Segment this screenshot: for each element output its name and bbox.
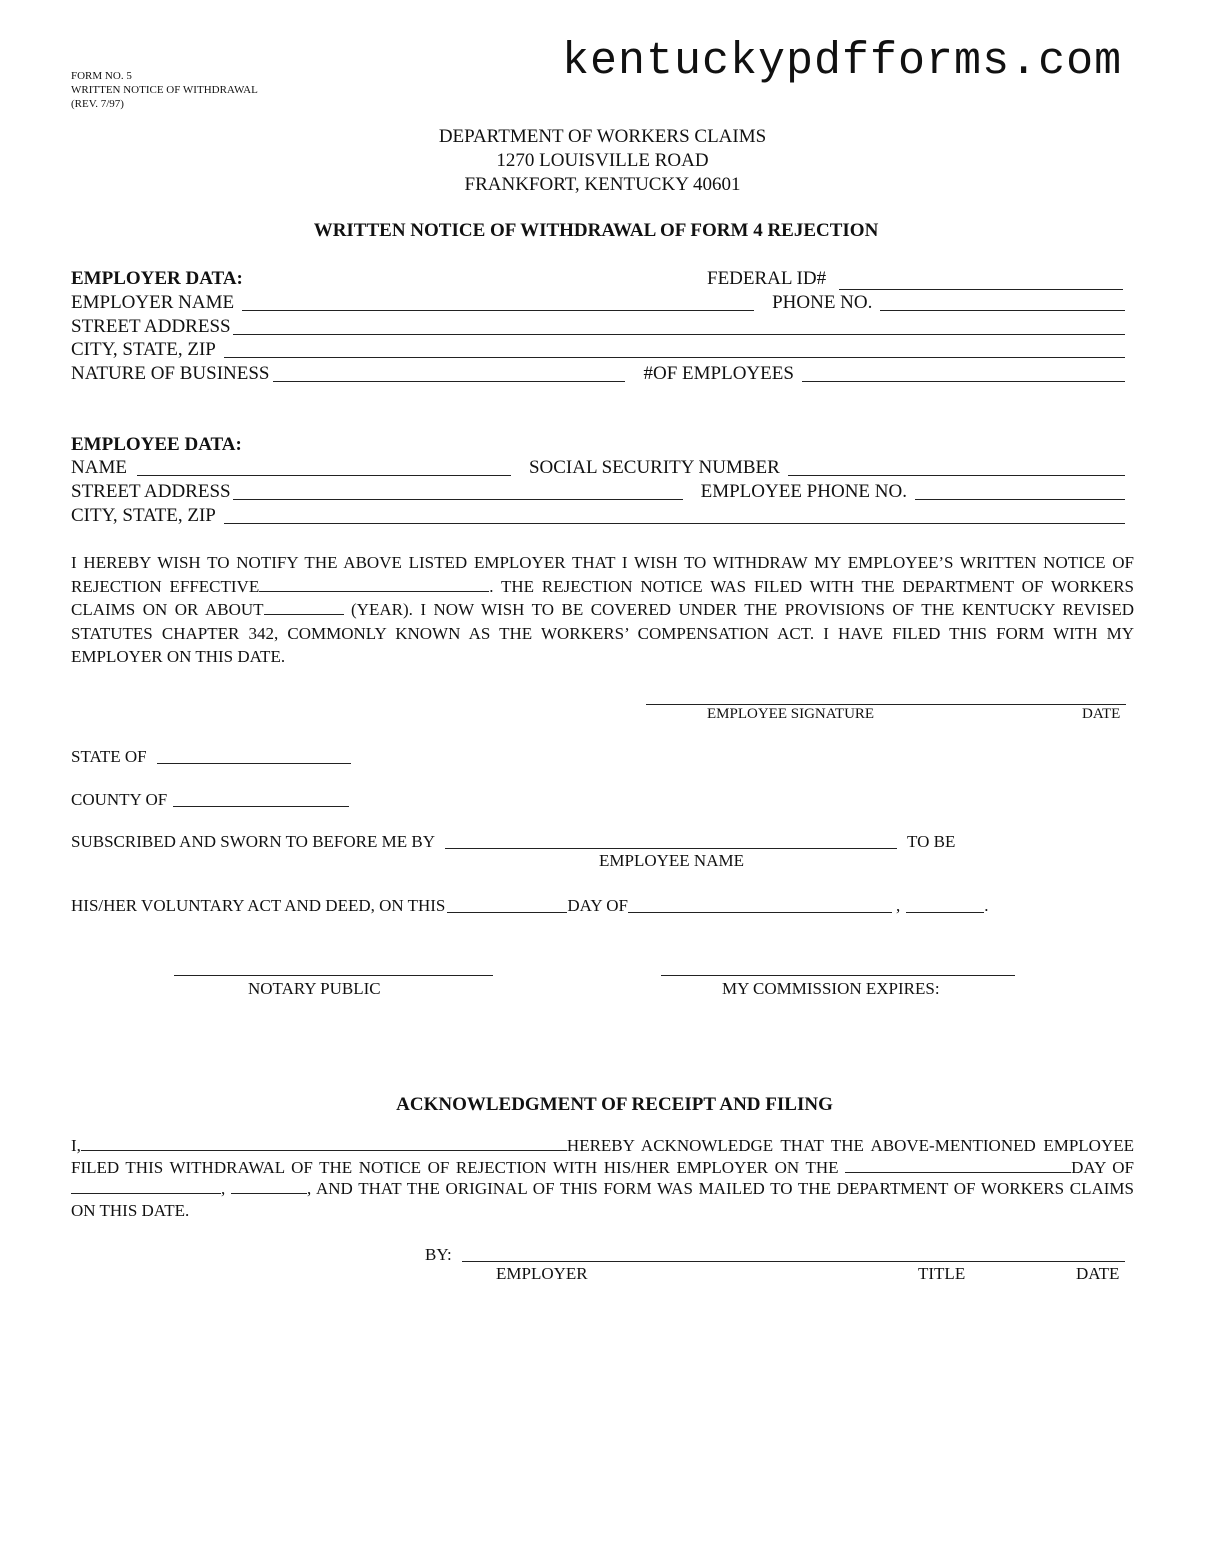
by-signature-field[interactable] <box>462 1245 1125 1262</box>
form-name: WRITTEN NOTICE OF WITHDRAWAL <box>71 84 258 96</box>
employee-name-label: NAME <box>71 457 127 478</box>
by-label: BY: <box>425 1245 452 1264</box>
month-field[interactable] <box>628 896 892 913</box>
department-address <box>0 125 1205 197</box>
state-label: STATE OF <box>71 747 147 766</box>
employees-label: #OF EMPLOYEES <box>643 363 794 384</box>
watermark: kentuckypdfforms.com <box>562 36 1123 87</box>
day-of-label: DAY OF <box>567 896 629 915</box>
sworn-label: SUBSCRIBED AND SWORN TO BEFORE ME BY <box>71 832 435 851</box>
ack-month-field[interactable] <box>71 1179 221 1194</box>
year-notary-field[interactable] <box>906 896 984 913</box>
voluntary-label: HIS/HER VOLUNTARY ACT AND DEED, ON THIS <box>71 896 446 915</box>
employer-heading: EMPLOYER DATA: <box>71 268 243 289</box>
county-label: COUNTY OF <box>71 790 168 809</box>
county-field[interactable] <box>173 790 349 807</box>
day-field[interactable] <box>447 896 567 913</box>
employee-city-label: CITY, STATE, ZIP <box>71 505 216 526</box>
ack-day-field[interactable] <box>845 1158 1071 1173</box>
employer-city-label: CITY, STATE, ZIP <box>71 339 216 360</box>
employer-street-label: STREET ADDRESS <box>71 316 231 337</box>
state-row <box>71 743 371 767</box>
form-title: WRITTEN NOTICE OF WITHDRAWAL OF FORM 4 REJECTION <box>313 220 879 241</box>
notice-part-1: I HEREBY WISH TO NOTIFY THE ABOVE LISTED EMPLOYER THAT I WISH TO WITHDRAW MY EMPLOYEE’S WRITTEN NOTICE OF REJECTION EFFECTIVE <box>71 553 1134 596</box>
employee-street-field[interactable] <box>233 483 683 500</box>
ack-comma: , <box>221 1179 226 1198</box>
voluntary-comma: , <box>896 896 901 915</box>
phone-label: PHONE NO. <box>772 292 873 313</box>
ack-part-2: , AND THAT THE ORIGINAL OF THIS FORM WAS MAILED TO THE DEPARTMENT OF WORKERS CLAIMS ON THIS DATE. <box>71 1179 1134 1220</box>
employee-row-4 <box>71 503 1125 527</box>
employer-row-4 <box>71 337 1125 361</box>
department-name: DEPARTMENT OF WORKERS CLAIMS <box>438 126 767 147</box>
signature-date-label: DATE <box>1082 706 1121 722</box>
acknowledgment-paragraph <box>71 1135 1134 1221</box>
form-number: FORM NO. 5 <box>71 70 132 82</box>
voluntary-row <box>71 892 1125 916</box>
state-field[interactable] <box>157 747 351 764</box>
commission-label: MY COMMISSION EXPIRES: <box>722 979 940 998</box>
acknowledgment-title: ACKNOWLEDGMENT OF RECEIPT AND FILING <box>396 1094 833 1115</box>
federal-id-label: FEDERAL ID# <box>707 268 827 289</box>
federal-id-field[interactable] <box>839 273 1123 290</box>
voluntary-period: . <box>984 896 989 915</box>
employee-row-3 <box>71 479 1125 503</box>
employer-city-field[interactable] <box>224 341 1125 358</box>
notice-paragraph <box>71 551 1134 669</box>
by-row <box>71 1241 1125 1265</box>
employee-city-field[interactable] <box>224 507 1125 524</box>
to-be-label: TO BE <box>907 832 956 851</box>
ack-day-of: DAY OF <box>1071 1157 1135 1177</box>
form-header <box>71 69 258 111</box>
sworn-row <box>71 828 1125 852</box>
employer-name-field[interactable] <box>242 294 754 311</box>
business-field[interactable] <box>273 365 625 382</box>
rejection-effective-field[interactable] <box>259 577 489 592</box>
employee-name-field[interactable] <box>137 459 511 476</box>
ack-year-field[interactable] <box>231 1179 307 1194</box>
employee-heading: EMPLOYEE DATA: <box>71 434 242 455</box>
ssn-field[interactable] <box>788 459 1125 476</box>
commission-line[interactable] <box>661 975 1015 976</box>
ack-employer-caption: EMPLOYER <box>496 1264 588 1283</box>
employee-name-caption: EMPLOYEE NAME <box>599 851 744 870</box>
department-street: 1270 LOUISVILLE ROAD <box>496 150 709 171</box>
business-label: NATURE OF BUSINESS <box>71 363 270 384</box>
form-revision: (REV. 7/97) <box>71 98 124 110</box>
ssn-label: SOCIAL SECURITY NUMBER <box>528 457 780 478</box>
employee-signature-label: EMPLOYEE SIGNATURE <box>707 706 875 722</box>
ack-title-caption: TITLE <box>918 1264 966 1283</box>
ack-name-field[interactable] <box>81 1136 567 1151</box>
notary-signature-line[interactable] <box>174 975 493 976</box>
employer-row-2 <box>71 290 1125 314</box>
employee-phone-label: EMPLOYEE PHONE NO. <box>700 481 907 502</box>
notice-part-3: (YEAR). I NOW WISH TO BE COVERED UNDER THE PROVISIONS OF THE KENTUCKY REVISED STATUTES CHAPTER 342, COMMONLY KNOWN AS THE WORKERS’ COMPENSATION ACT. I HAVE FILED THIS FORM WITH MY EMPLOYER ON THIS DATE. <box>71 600 1134 666</box>
ack-date-caption: DATE <box>1076 1264 1120 1283</box>
employee-signature-line[interactable] <box>646 704 1126 705</box>
employee-street-label: STREET ADDRESS <box>71 481 231 502</box>
employee-phone-field[interactable] <box>915 483 1125 500</box>
employer-row-5 <box>71 361 1125 385</box>
employer-name-label: EMPLOYER NAME <box>71 292 235 313</box>
year-field[interactable] <box>264 600 344 615</box>
employees-field[interactable] <box>802 365 1125 382</box>
ack-part-1: HEREBY ACKNOWLEDGE THAT THE ABOVE-MENTIONED EMPLOYEE FILED THIS WITHDRAWAL OF THE NOTICE OF REJECTION WITH HIS/HER EMPLOYER ON THE <box>71 1136 1134 1177</box>
notice-part-2: . THE REJECTION NOTICE WAS FILED WITH THE DEPARTMENT OF WORKERS CLAIMS ON OR ABOUT <box>71 576 1134 619</box>
employer-row-3 <box>71 314 1125 338</box>
employer-street-field[interactable] <box>233 318 1125 335</box>
notary-public-label: NOTARY PUBLIC <box>248 979 381 998</box>
employer-row-1 <box>71 266 1125 290</box>
employee-row-1 <box>71 432 1125 456</box>
phone-field[interactable] <box>880 294 1125 311</box>
employee-row-2 <box>71 455 1125 479</box>
sworn-name-field[interactable] <box>445 832 897 849</box>
county-row <box>71 786 371 810</box>
ack-i: I, <box>71 1136 81 1155</box>
department-city: FRANKFORT, KENTUCKY 40601 <box>464 174 741 195</box>
